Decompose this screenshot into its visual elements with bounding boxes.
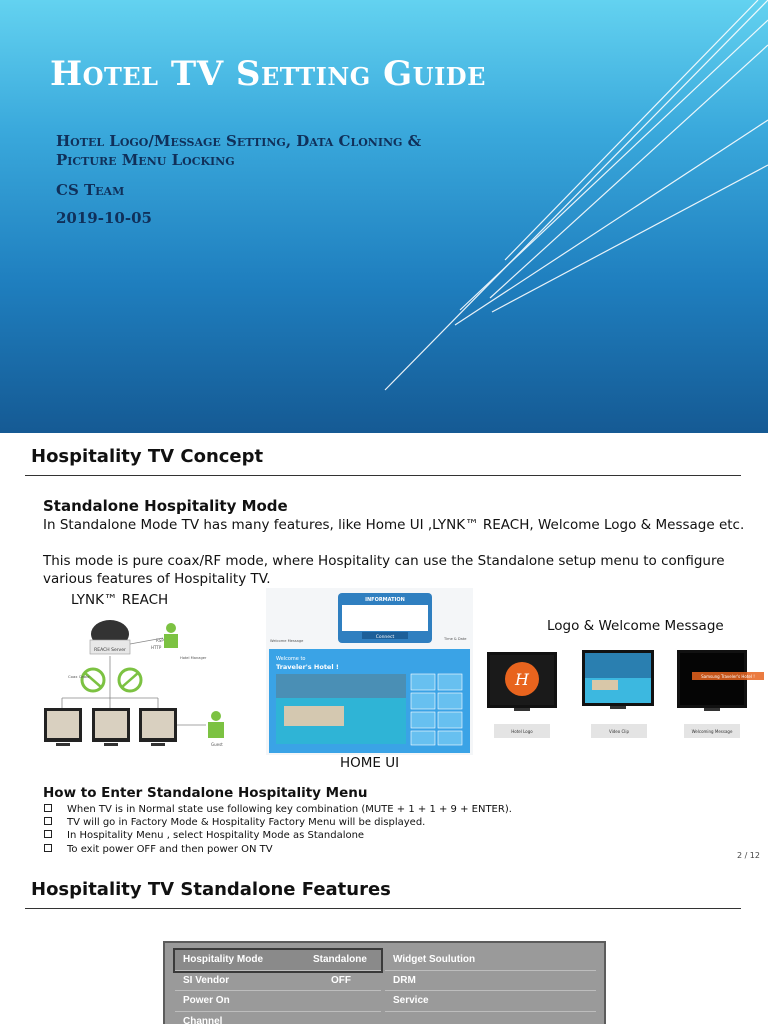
svg-text:Hotel Manager: Hotel Manager: [180, 656, 207, 660]
caption-lynk-reach: LYNK™ REACH: [71, 592, 169, 608]
menu-item-empty[interactable]: [385, 1012, 596, 1024]
tv-icon: [139, 708, 177, 746]
subtitle-line-2: Picture Menu Locking: [56, 151, 235, 169]
svg-text:RSP: RSP: [156, 638, 164, 643]
paragraph-2: This mode is pure coax/RF mode, where Hospitality can use the Standalone setup menu to configure various features of Hospitality TV.: [43, 553, 725, 587]
date-label: 2019-10-05: [56, 209, 152, 227]
how-to-title: How to Enter Standalone Hospitality Menu: [43, 785, 368, 801]
tv-icon: [92, 708, 130, 746]
menu-item-power-on[interactable]: Power On: [175, 991, 381, 1012]
svg-text:Samsung Traveler's Hotel !: Samsung Traveler's Hotel !: [701, 674, 755, 679]
tv-welcoming-message: [677, 650, 764, 738]
tv-icon: [44, 708, 82, 746]
step-item: TV will go in Factory Mode & Hospitality Factory Menu will be displayed.: [44, 816, 512, 829]
tv-video-clip: [582, 650, 654, 738]
svg-text:Welcome to: Welcome to: [276, 656, 306, 662]
tv-caption: Hotel Logo: [511, 729, 533, 734]
svg-text:Coax Cable: Coax Cable: [68, 674, 90, 679]
checkbox-bullet-icon: [44, 844, 52, 852]
subtitle-line-1: Hotel Logo/Message Setting, Data Cloning &: [56, 132, 422, 150]
home-ui-image: [266, 588, 473, 755]
tv-caption: Video Clip: [608, 729, 630, 734]
page-number: 2 / 12: [736, 851, 760, 860]
title-slide: [0, 0, 768, 433]
tv-hotel-logo: [487, 652, 557, 738]
svg-text:H: H: [515, 670, 529, 689]
svg-text:Guest: Guest: [211, 742, 223, 747]
features-heading: Hospitality TV Standalone Features: [31, 879, 391, 900]
slide-title: Hotel TV Setting Guide: [50, 54, 486, 94]
menu-item-service[interactable]: Service: [385, 991, 596, 1012]
heading-rule: [25, 475, 741, 476]
lynk-reach-diagram: [38, 616, 238, 752]
heading-rule: [25, 908, 741, 909]
paragraph-1: In Standalone Mode TV has many features, like Home UI ,LYNK™ REACH, Welcome Logo & Message etc.: [43, 517, 745, 533]
svg-text:Connect: Connect: [375, 635, 395, 640]
tv-caption: Welcoming Message: [691, 729, 733, 734]
concept-heading: Hospitality TV Concept: [31, 446, 264, 467]
caption-logo-welcome: Logo & Welcome Message: [547, 618, 724, 634]
logo-welcome-tvs: [484, 648, 768, 748]
features-slide: [0, 865, 768, 1024]
menu-item-drm[interactable]: DRM: [385, 971, 596, 992]
checkbox-bullet-icon: [44, 817, 52, 825]
step-item: In Hospitality Menu , select Hospitality Mode as Standalone: [44, 829, 512, 842]
svg-text:Traveler's Hotel !: Traveler's Hotel !: [276, 663, 339, 671]
menu-item-channel[interactable]: Channel: [175, 1012, 381, 1024]
svg-text:HTTP: HTTP: [151, 645, 162, 650]
steps-list: [44, 803, 512, 856]
svg-text:INFORMATION: INFORMATION: [365, 597, 405, 603]
hospitality-menu: [163, 941, 606, 1024]
menu-item-hospitality-mode[interactable]: Hospitality Mode Standalone: [175, 950, 381, 971]
hotel-manager-icon: [166, 623, 176, 633]
concept-slide: [0, 433, 768, 865]
server-label: REACH Server: [94, 648, 126, 653]
step-item: To exit power OFF and then power ON TV: [44, 843, 512, 856]
menu-item-si-vendor[interactable]: SI Vendor OFF: [175, 971, 381, 992]
caption-home-ui: HOME UI: [340, 755, 400, 771]
step-item: When TV is in Normal state use following key combination (MUTE + 1 + 1 + 9 + ENTER).: [44, 803, 512, 816]
checkbox-bullet-icon: [44, 804, 52, 812]
menu-item-widget-solution[interactable]: Widget Soulution: [385, 950, 596, 971]
team-label: CS Team: [56, 181, 125, 199]
guest-icon: [211, 711, 221, 721]
section-title: Standalone Hospitality Mode: [43, 497, 288, 515]
checkbox-bullet-icon: [44, 830, 52, 838]
svg-text:Time & Date: Time & Date: [444, 637, 467, 641]
svg-text:Welcome Message: Welcome Message: [270, 639, 304, 643]
